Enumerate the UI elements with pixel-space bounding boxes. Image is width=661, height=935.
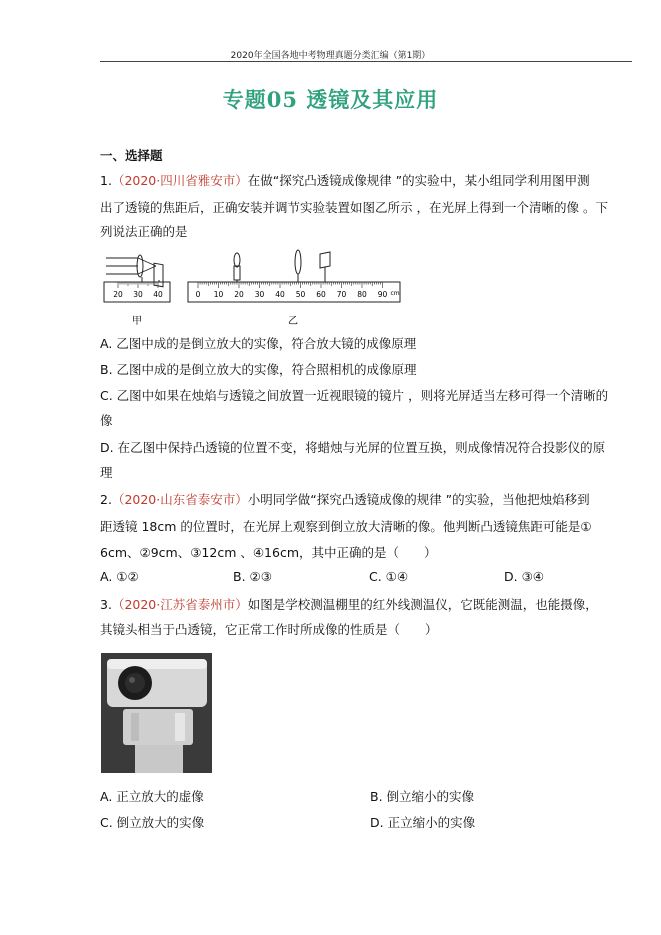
figure-label-yi: 乙 — [288, 316, 298, 326]
q2-option-b[interactable]: B. ②③ — [233, 569, 272, 584]
ruler-jia-tick-label: 40 — [153, 290, 163, 299]
q2-source: （2020·山东省泰安市） — [111, 492, 248, 507]
q1-line3: 列说法正确的是 — [100, 224, 188, 239]
ruler-yi-tick-label: 30 — [254, 290, 265, 299]
q3-line2: 其镜头相当于凸透镜，它正常工作时所成像的性质是（ ） — [100, 622, 438, 637]
q1-source: （2020·四川省雅安市） — [111, 173, 248, 188]
light-screen — [320, 252, 330, 282]
q3-option-d[interactable]: D. 正立缩小的实像 — [370, 815, 476, 830]
section-heading: 一、选择题 — [100, 148, 163, 163]
q2-option-c[interactable]: C. ①④ — [369, 569, 409, 584]
q2-line1 — [100, 489, 640, 511]
figure-label-jia: 甲 — [132, 316, 142, 326]
ruler-jia-tick-label: 30 — [133, 290, 143, 299]
q3-number: 3. — [100, 597, 112, 612]
q3-option-c[interactable]: C. 倒立放大的实像 — [100, 815, 205, 830]
ruler-yi-tick-label: 20 — [234, 290, 244, 299]
q3-option-b[interactable]: B. 倒立缩小的实像 — [370, 789, 475, 804]
q2-line2: 距透镜 18cm 的位置时，在光屏上观察到倒立放大清晰的像。他判断凸透镜焦距可能是① — [100, 519, 592, 534]
page-header: 2020年全国各地中考物理真题分类汇编（第1期） — [230, 51, 431, 61]
q1-line1 — [100, 170, 640, 192]
q2-option-d[interactable]: D. ③④ — [504, 569, 544, 584]
q1-option-c-cont: 像 — [100, 413, 113, 428]
ruler-yi-tick-label: 0 — [195, 290, 201, 299]
ruler-yi-tick-label: 60 — [316, 290, 326, 299]
q2-option-a[interactable]: A. ①② — [100, 569, 139, 584]
ruler-yi-tick-label: 10 — [213, 290, 224, 299]
q2-number: 2. — [100, 492, 112, 507]
q1-figure — [102, 244, 402, 326]
ruler-yi-ticks — [196, 282, 400, 299]
q1-option-a[interactable]: A. 乙图中成的是倒立放大的实像，符合放大镜的成像原理 — [100, 336, 417, 351]
page-title: 专题05 透镜及其应用 — [222, 87, 439, 112]
lens — [295, 250, 301, 282]
q1-text1: 在做“探究凸透镜成像规律 ”的实验中，某小组同学利用图甲测 — [247, 173, 590, 188]
ruler-yi-tick-label: 50 — [295, 290, 306, 299]
q1-option-b[interactable]: B. 乙图中成的是倒立放大的实像，符合照相机的成像原理 — [100, 362, 417, 377]
ruler-yi-tick-label: 80 — [357, 290, 367, 299]
q3-text1: 如图是学校测温棚里的红外线测温仪，它既能测温，也能摄像， — [247, 597, 598, 612]
q1-number: 1. — [100, 173, 112, 188]
thermometer-camera-photo — [101, 653, 212, 773]
q1-line2: 出了透镜的焦距后，正确安装并调节实验装置如图乙所示 ，在光屏上得到一个清晰的像 。下 — [100, 200, 608, 215]
header-divider — [100, 61, 632, 62]
q2-text1: 小明同学做“探究凸透镜成像的规律 ”的实验，当他把烛焰移到 — [247, 492, 590, 507]
q3-line1 — [100, 594, 640, 616]
ruler-jia-tick-label: 20 — [113, 290, 123, 299]
q1-option-d[interactable]: D. 在乙图中保持凸透镜的位置不变，将蜡烛与光屏的位置互换，则成像情况符合投影仪的原 — [100, 440, 606, 455]
candle — [234, 253, 240, 282]
ruler-yi-tick-label: 70 — [336, 290, 347, 299]
ruler-yi-tick-label: 40 — [275, 290, 285, 299]
q1-option-d-cont: 理 — [100, 465, 113, 480]
q1-option-c[interactable]: C. 乙图中如果在烛焰与透镜之间放置一近视眼镜的镜片 ，则将光屏适当左移可得一个清晰的 — [100, 388, 609, 403]
ruler-yi-unit: cm — [390, 290, 400, 297]
ruler-yi-tick-label: 90 — [377, 290, 388, 299]
q2-line3: 6cm、②9cm、③12cm 、④16cm，其中正确的是（ ） — [100, 545, 437, 560]
ruler-jia-ticks — [113, 282, 163, 299]
q3-source: （2020·江苏省泰州市） — [111, 597, 248, 612]
q3-option-a[interactable]: A. 正立放大的虚像 — [100, 789, 204, 804]
